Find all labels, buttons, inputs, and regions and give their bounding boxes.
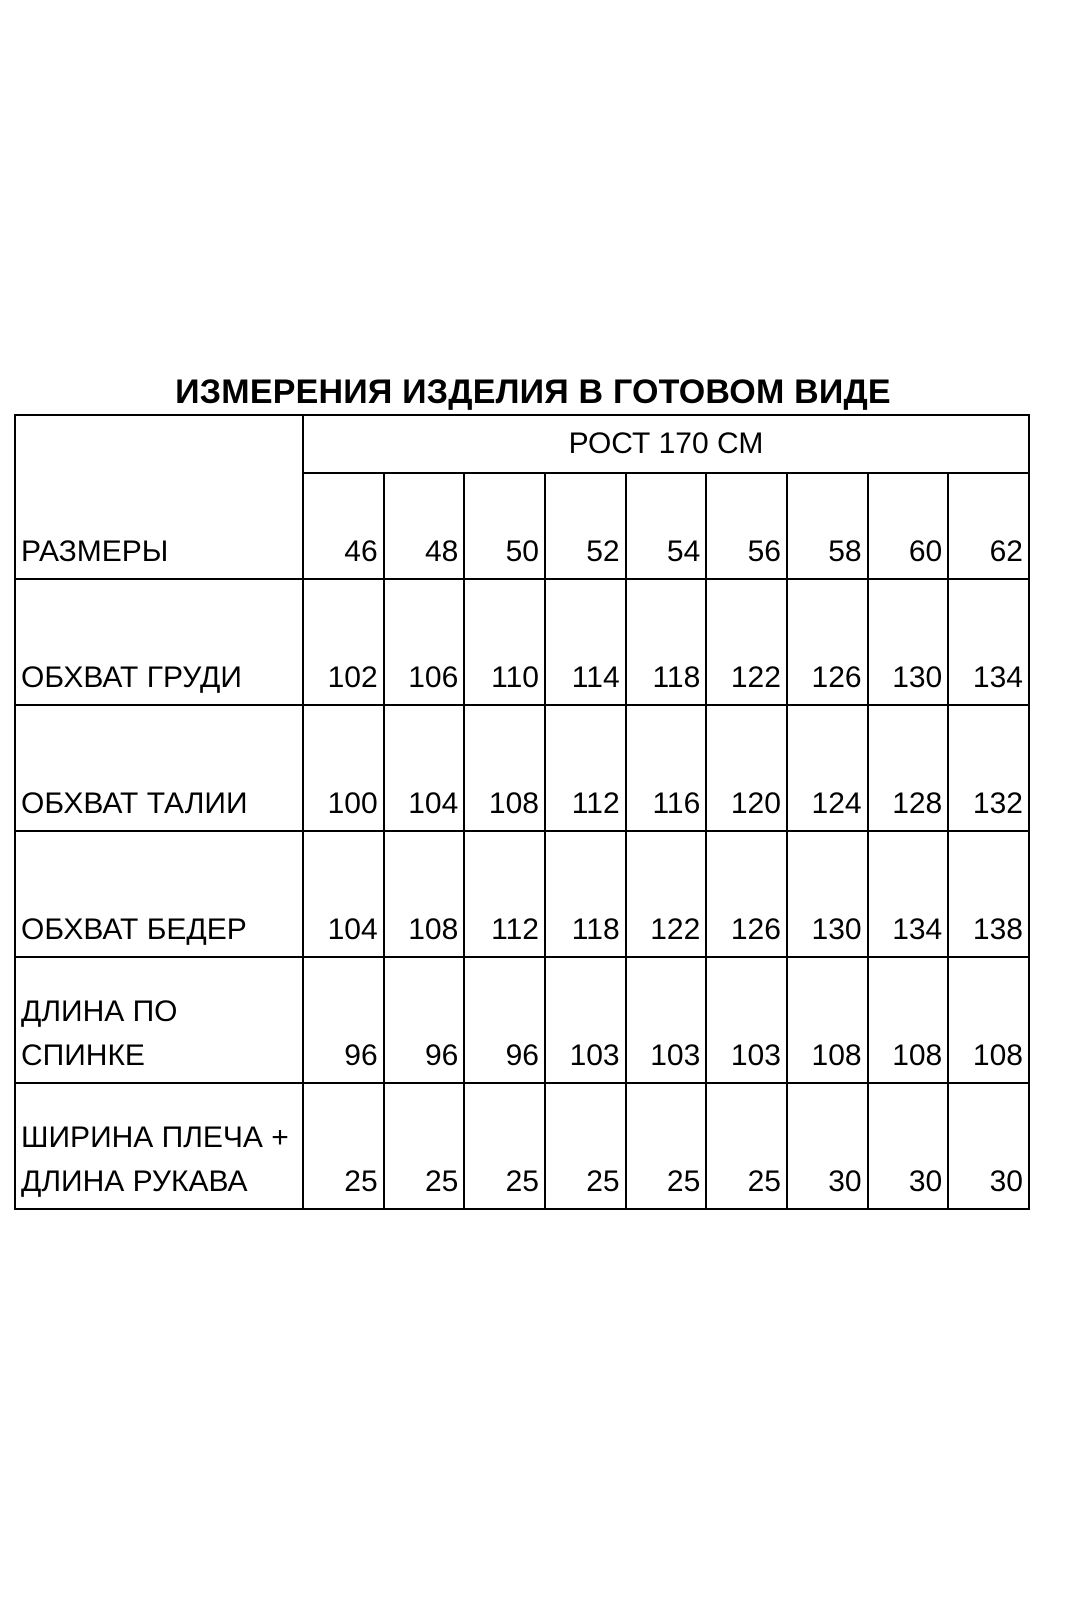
size-cell: 46 [303, 473, 384, 579]
measurement-value: 108 [868, 957, 949, 1083]
measurement-value: 116 [626, 705, 707, 831]
measurement-value: 25 [706, 1083, 787, 1209]
measurement-value: 25 [303, 1083, 384, 1209]
size-cell: 48 [384, 473, 465, 579]
measurement-value: 114 [545, 579, 626, 705]
measurement-value: 104 [384, 705, 465, 831]
measurement-value: 126 [706, 831, 787, 957]
measurement-row [15, 831, 1029, 957]
measurement-value: 25 [384, 1083, 465, 1209]
measurement-row [15, 1083, 1029, 1209]
measurement-value: 108 [948, 957, 1029, 1083]
measurement-label [15, 1083, 303, 1209]
measurement-value: 118 [626, 579, 707, 705]
height-header-row [15, 415, 1029, 473]
measurement-value: 30 [948, 1083, 1029, 1209]
measurement-label-line: ШИРИНА ПЛЕЧА + [21, 1121, 289, 1154]
measurement-value: 96 [303, 957, 384, 1083]
measurement-value: 103 [545, 957, 626, 1083]
measurement-value: 104 [303, 831, 384, 957]
measurement-row [15, 705, 1029, 831]
measurement-label [15, 705, 303, 831]
measurement-value: 118 [545, 831, 626, 957]
measurement-value: 103 [626, 957, 707, 1083]
measurement-label-line: ДЛИНА РУКАВА [21, 1165, 248, 1198]
measurement-label-line: СПИНКЕ [21, 1039, 145, 1072]
height-header: РОСТ 170 СМ [303, 415, 1029, 473]
measurement-value: 103 [706, 957, 787, 1083]
size-cell: 56 [706, 473, 787, 579]
measurement-value: 134 [868, 831, 949, 957]
measurement-value: 96 [464, 957, 545, 1083]
measurement-value: 120 [706, 705, 787, 831]
measurement-label [15, 579, 303, 705]
sizes-label-cell: РАЗМЕРЫ [15, 415, 303, 579]
measurement-value: 112 [464, 831, 545, 957]
size-cell: 54 [626, 473, 707, 579]
measurement-label-line: ОБХВАТ ТАЛИИ [21, 787, 248, 820]
measurement-value: 112 [545, 705, 626, 831]
measurement-value: 102 [303, 579, 384, 705]
size-chart-table [14, 414, 1030, 1210]
measurement-value: 126 [787, 579, 868, 705]
measurement-value: 25 [464, 1083, 545, 1209]
measurement-value: 30 [868, 1083, 949, 1209]
size-cell: 52 [545, 473, 626, 579]
measurement-label [15, 831, 303, 957]
measurement-value: 96 [384, 957, 465, 1083]
measurement-value: 106 [384, 579, 465, 705]
measurement-value: 122 [626, 831, 707, 957]
measurement-value: 25 [545, 1083, 626, 1209]
measurement-value: 128 [868, 705, 949, 831]
size-cell: 60 [868, 473, 949, 579]
measurement-value: 100 [303, 705, 384, 831]
measurement-value: 108 [787, 957, 868, 1083]
measurement-value: 130 [787, 831, 868, 957]
measurement-value: 108 [464, 705, 545, 831]
measurement-value: 108 [384, 831, 465, 957]
measurement-value: 132 [948, 705, 1029, 831]
measurement-value: 130 [868, 579, 949, 705]
measurement-label [15, 957, 303, 1083]
measurement-label-line: ОБХВАТ ГРУДИ [21, 661, 242, 694]
measurement-value: 30 [787, 1083, 868, 1209]
measurement-value: 138 [948, 831, 1029, 957]
size-cell: 62 [948, 473, 1029, 579]
measurement-row [15, 957, 1029, 1083]
measurement-label-line: ОБХВАТ БЕДЕР [21, 913, 247, 946]
measurement-value: 134 [948, 579, 1029, 705]
size-cell: 58 [787, 473, 868, 579]
page-title: ИЗМЕРЕНИЯ ИЗДЕЛИЯ В ГОТОВОМ ВИДЕ [175, 373, 891, 411]
measurement-value: 25 [626, 1083, 707, 1209]
measurement-label-line: ДЛИНА ПО [21, 995, 178, 1028]
size-cell: 50 [464, 473, 545, 579]
measurement-value: 110 [464, 579, 545, 705]
measurement-row [15, 579, 1029, 705]
measurement-value: 124 [787, 705, 868, 831]
measurement-value: 122 [706, 579, 787, 705]
